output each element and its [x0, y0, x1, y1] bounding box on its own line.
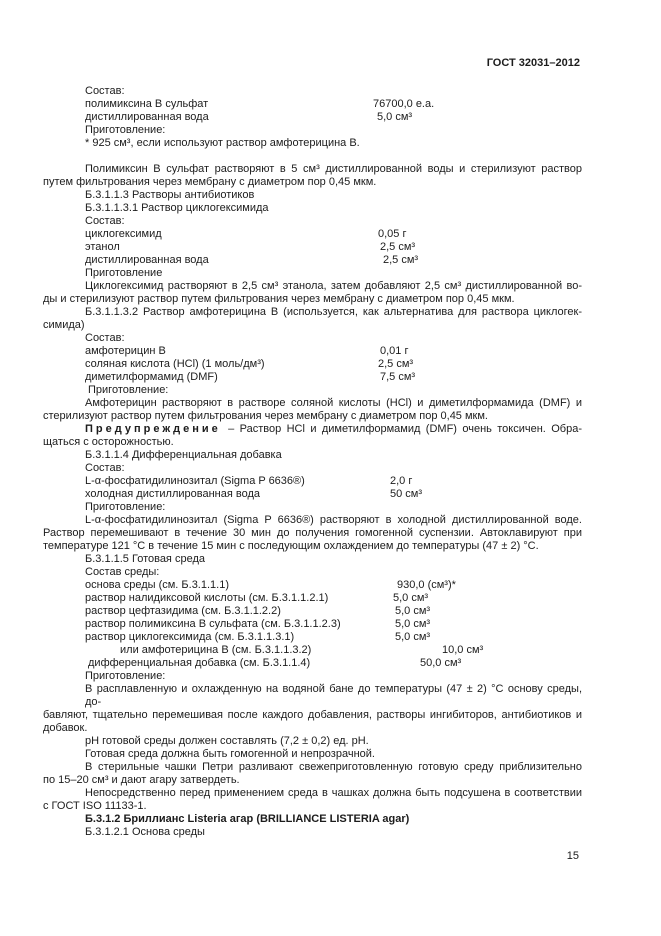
composition-value: 10,0 см³: [442, 644, 484, 656]
composition-label: дистиллированная вода: [85, 254, 209, 266]
composition-label: раствор полимиксина В сульфата (см. Б.3.1.1.2.3): [85, 618, 341, 630]
composition-row: [43, 618, 582, 631]
composition-label: диметилформамид (DMF): [85, 371, 218, 383]
composition-label: дистиллированная вода: [85, 111, 209, 123]
composition-label: холодная дистиллированная вода: [85, 488, 261, 500]
composition-label: этанол: [85, 241, 120, 253]
text-line: по 15–20 см³ и дают агару затвердеть.: [43, 774, 240, 786]
composition-label: основа среды (см. Б.3.1.1.1): [85, 579, 229, 591]
text-line: Приготовление: [85, 267, 163, 279]
composition-label: соляная кислота (HCl) (1 моль/дм³): [85, 358, 265, 370]
warning-text: – Раствор HCl и диметилформамид (DMF) очень токсичен. Обра-: [222, 423, 582, 435]
composition-value: 50 см³: [390, 488, 423, 500]
composition-row: [43, 488, 582, 501]
composition-value: 0,05 г: [378, 228, 407, 240]
composition-value: 5,0 см³: [377, 111, 413, 123]
composition-value: 2,5 см³: [378, 358, 414, 370]
text-line: Амфотерицин растворяют в растворе соляной кислоты (HCl) и диметилформамида (DMF) и: [85, 397, 582, 409]
warning-line: [43, 423, 582, 436]
composition-row: [43, 254, 582, 267]
composition-value: 2,5 см³: [383, 254, 419, 266]
text-line: рН готовой среды должен составлять (7,2 ± 0,2) ед. рН.: [85, 735, 369, 747]
text-line: добавок.: [43, 722, 88, 734]
composition-value: 5,0 см³: [395, 605, 431, 617]
composition-label: раствор налидиксовой кислоты (см. Б.3.1.1.2.1): [85, 592, 329, 604]
composition-row: [43, 228, 582, 241]
text-line: путем фильтрования через мембрану с диаметром пор 0,45 мкм.: [43, 176, 377, 188]
text-line: с ГОСТ ISO 11133-1.: [43, 800, 147, 812]
composition-row: [43, 475, 582, 488]
standard-number-header: ГОСТ 32031–2012: [486, 57, 580, 69]
composition-label: L-α-фосфатидилинозитал (Sigma P 6636®): [85, 475, 305, 487]
text-line: Состав:: [85, 215, 125, 227]
text-line: Раствор перемешивают в течение 30 мин до получения гомогенной суспензии. Автоклавируют при: [43, 527, 582, 539]
text-line: Б.3.1.1.3 Растворы антибиотиков: [85, 189, 255, 201]
text-line: Приготовление:: [85, 124, 166, 136]
composition-row: [43, 111, 582, 124]
text-line: Состав:: [85, 85, 125, 97]
composition-value: 5,0 см³: [393, 592, 429, 604]
composition-row: [43, 605, 582, 618]
text-line: Непосредственно перед применением среда в чашках должна быть подсушена в соответствии: [85, 787, 582, 799]
composition-label: полимиксина В сульфат: [85, 98, 209, 110]
composition-row: [43, 657, 582, 670]
section-heading: Б.3.1.2 Бриллианс Listeria агар (BRILLIANCE LISTERIA agar): [85, 813, 410, 825]
composition-value: 5,0 см³: [395, 631, 431, 643]
composition-row: [43, 345, 582, 358]
composition-row: [43, 579, 582, 592]
text-line: Приготовление:: [85, 501, 166, 513]
composition-value: 2,0 г: [390, 475, 413, 487]
composition-value: 7,5 см³: [380, 371, 416, 383]
text-line: Б.3.1.1.3.1 Раствор циклогексимида: [85, 202, 269, 214]
composition-label: раствор цефтазидима (см. Б.3.1.1.2.2): [85, 605, 281, 617]
document-body: [43, 85, 582, 839]
text-line: Состав:: [85, 462, 125, 474]
warning-keyword: Предупреждение: [85, 423, 221, 435]
text-line: В стерильные чашки Петри разливают свежеприготовленную готовую среду приблизительно: [85, 761, 582, 773]
text-line: * 925 см³, если используют раствор амфотерицина В.: [85, 137, 360, 149]
composition-value: 76700,0 е.а.: [373, 98, 435, 110]
composition-value: 930,0 (см³)*: [397, 579, 456, 591]
text-line: температуре 121 °С в течение 15 мин с последующим охлаждением до температуры (47 ± 2) °С.: [43, 540, 539, 552]
composition-label: раствор циклогексимида (см. Б.3.1.1.3.1): [85, 631, 295, 643]
composition-row: [43, 644, 582, 657]
text-line: стерилизуют раствор путем фильтрования через мембрану с диаметром пор 0,45 мкм.: [43, 410, 488, 422]
composition-value: 50,0 см³: [420, 657, 462, 669]
text-line: бавляют, тщательно перемешивая после каждого добавления, растворы ингибиторов, антибиотиков и: [43, 709, 582, 721]
text-line: ды и стерилизуют раствор путем фильтрования через мембрану с диаметром пор 0,45 мкм.: [43, 293, 515, 305]
composition-row: [43, 98, 582, 111]
text-line: В расплавленную и охлажденную на водяной бане до температуры (47 ± 2) °С основу среды, до-: [85, 683, 582, 708]
composition-row: [43, 592, 582, 605]
composition-value: 0,01 г: [380, 345, 409, 357]
text-line: щаться с осторожностью.: [43, 436, 174, 448]
composition-row: [43, 371, 582, 384]
text-line: Б.3.1.1.4 Дифференциальная добавка: [85, 449, 282, 461]
composition-row: [43, 358, 582, 371]
text-line: Полимиксин В сульфат растворяют в 5 см³ дистиллированной воды и стерилизуют раствор: [85, 163, 582, 175]
composition-label: циклогексимид: [85, 228, 162, 240]
text-line: L-α-фосфатидилинозитал (Sigma P 6636®) растворяют в холодной дистиллированной воде.: [85, 514, 582, 526]
text-line: симида): [43, 319, 85, 331]
text-line: Состав среды:: [85, 566, 160, 578]
text-line: Б.3.1.1.3.2 Раствор амфотерицина В (используется, как альтернатива для раствора циклогек-: [85, 306, 582, 318]
page-number: 15: [566, 850, 579, 862]
text-line: Готовая среда должна быть гомогенной и непрозрачной.: [85, 748, 375, 760]
composition-value: 5,0 см³: [395, 618, 431, 630]
text-line: Приготовление:: [88, 384, 169, 396]
composition-label: или амфотерицина В (см. Б.3.1.1.3.2): [120, 644, 312, 656]
composition-label: дифференциальная добавка (см. Б.3.1.1.4): [88, 657, 311, 669]
text-line: Б.3.1.2.1 Основа среды: [85, 826, 205, 838]
composition-value: 2,5 см³: [380, 241, 416, 253]
text-line: Состав:: [85, 332, 125, 344]
text-line: Циклогексимид растворяют в 2,5 см³ этанола, затем добавляют 2,5 см³ дистиллированной во-: [85, 280, 582, 292]
composition-label: амфотерицин В: [85, 345, 166, 357]
text-line: Приготовление:: [85, 670, 166, 682]
composition-row: [43, 241, 582, 254]
composition-row: [43, 631, 582, 644]
text-line: Б.3.1.1.5 Готовая среда: [85, 553, 205, 565]
